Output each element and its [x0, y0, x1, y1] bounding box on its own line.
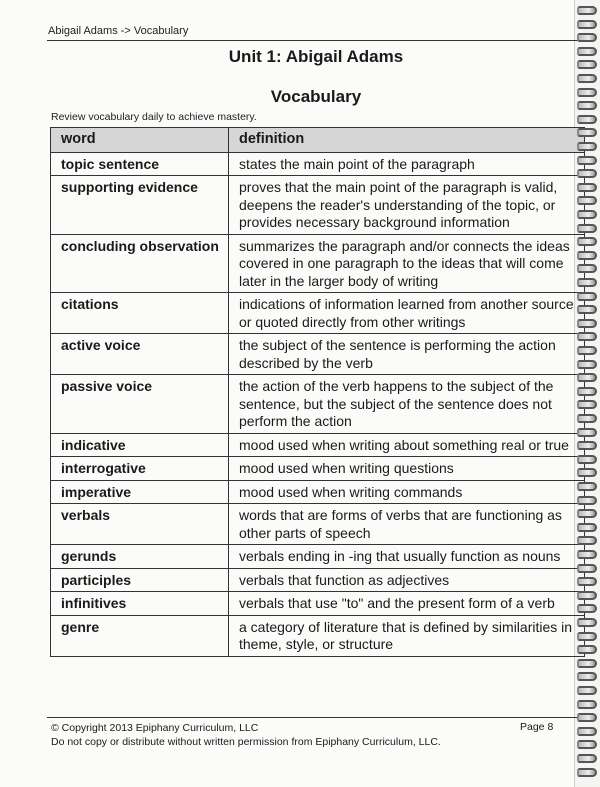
- vocab-term: topic sentence: [51, 152, 229, 176]
- spiral-coil: [577, 251, 597, 260]
- table-header-row: [51, 128, 585, 153]
- spiral-coil: [577, 88, 597, 97]
- table-row: [51, 592, 585, 616]
- table-row: [51, 480, 585, 504]
- spiral-coil: [577, 645, 597, 654]
- spiral-coil: [577, 305, 597, 314]
- table-row: [51, 176, 585, 235]
- vocab-definition: the action of the verb happens to the subject of the sentence, but the subject of the sentence does not perform the action: [229, 375, 585, 434]
- spiral-coil: [577, 292, 597, 301]
- vocab-term: passive voice: [51, 375, 229, 434]
- spiral-coil: [577, 591, 597, 600]
- spiral-binding: [574, 0, 600, 787]
- spiral-coil: [577, 47, 597, 56]
- spiral-coil: [577, 468, 597, 477]
- vocab-definition: the subject of the sentence is performing the action described by the verb: [229, 334, 585, 375]
- spiral-coil: [577, 156, 597, 165]
- spiral-coil: [577, 550, 597, 559]
- vocab-term: concluding observation: [51, 234, 229, 293]
- spiral-coil: [577, 237, 597, 246]
- spiral-coil: [577, 264, 597, 273]
- spiral-coil: [577, 441, 597, 450]
- spiral-coil: [577, 414, 597, 423]
- spiral-coil: [577, 387, 597, 396]
- spiral-coil: [577, 455, 597, 464]
- vocab-definition: words that are forms of verbs that are functioning as other parts of speech: [229, 504, 585, 545]
- vocab-term: verbals: [51, 504, 229, 545]
- footer-divider: [47, 717, 583, 718]
- column-header-definition: definition: [229, 128, 585, 153]
- vocab-term: genre: [51, 615, 229, 656]
- vocab-term: gerunds: [51, 545, 229, 569]
- spiral-coil: [577, 183, 597, 192]
- spiral-coil: [577, 686, 597, 695]
- spiral-coil: [577, 700, 597, 709]
- spiral-coil: [577, 713, 597, 722]
- spiral-coil: [577, 564, 597, 573]
- table-row: [51, 293, 585, 334]
- spiral-coil: [577, 169, 597, 178]
- vocab-definition: states the main point of the paragraph: [229, 152, 585, 176]
- spiral-coil: [577, 400, 597, 409]
- table-row: [51, 152, 585, 176]
- spiral-coil: [577, 632, 597, 641]
- spiral-coil: [577, 332, 597, 341]
- spiral-coil: [577, 727, 597, 736]
- spiral-coil: [577, 509, 597, 518]
- spiral-coil: [577, 196, 597, 205]
- spiral-coil: [577, 672, 597, 681]
- spiral-coil: [577, 482, 597, 491]
- spiral-coil: [577, 754, 597, 763]
- vocab-term: infinitives: [51, 592, 229, 616]
- vocab-term: citations: [51, 293, 229, 334]
- instruction-text: Review vocabulary daily to achieve mastery.: [51, 111, 257, 123]
- table-row: [51, 504, 585, 545]
- table-row: [51, 568, 585, 592]
- spiral-coil: [577, 496, 597, 505]
- vocab-definition: mood used when writing commands: [229, 480, 585, 504]
- header-divider: [47, 40, 583, 41]
- vocab-term: imperative: [51, 480, 229, 504]
- vocab-term: supporting evidence: [51, 176, 229, 235]
- breadcrumb: Abigail Adams -> Vocabulary: [48, 25, 189, 37]
- spiral-coil: [577, 128, 597, 137]
- spiral-coil: [577, 523, 597, 532]
- vocab-term: participles: [51, 568, 229, 592]
- spiral-coil: [577, 210, 597, 219]
- spiral-coil: [577, 115, 597, 124]
- vocab-definition: proves that the main point of the paragraph is valid, deepens the reader's understanding of the topic, or provides necessary background information: [229, 176, 585, 235]
- spiral-coil: [577, 373, 597, 382]
- spiral-coil: [577, 346, 597, 355]
- spiral-coil: [577, 6, 597, 15]
- spiral-coil: [577, 142, 597, 151]
- spiral-coil: [577, 278, 597, 287]
- vocab-term: interrogative: [51, 457, 229, 481]
- column-header-word: word: [51, 128, 229, 153]
- spiral-coil: [577, 428, 597, 437]
- table-row: [51, 375, 585, 434]
- vocab-definition: a category of literature that is defined by similarities in theme, style, or structure: [229, 615, 585, 656]
- vocab-definition: verbals that function as adjectives: [229, 568, 585, 592]
- spiral-coil: [577, 60, 597, 69]
- vocab-definition: summarizes the paragraph and/or connects the ideas covered in one paragraph to the ideas that will come later in the larger body of writing: [229, 234, 585, 293]
- table-row: [51, 334, 585, 375]
- vocab-definition: verbals that use "to" and the present form of a verb: [229, 592, 585, 616]
- vocab-definition: indications of information learned from another source or quoted directly from other writings: [229, 293, 585, 334]
- vocab-definition: mood used when writing about something real or true: [229, 433, 585, 457]
- spiral-coil: [577, 536, 597, 545]
- spiral-coil: [577, 20, 597, 29]
- spiral-coil: [577, 74, 597, 83]
- section-title: Vocabulary: [270, 87, 362, 106]
- copyright-line: © Copyright 2013 Epiphany Curriculum, LLC: [51, 722, 259, 734]
- vocabulary-table: [50, 127, 585, 657]
- page-title: Unit 1: Abigail Adams: [228, 47, 404, 66]
- spiral-coil: [577, 33, 597, 42]
- spiral-coil: [577, 577, 597, 586]
- vocab-term: active voice: [51, 334, 229, 375]
- spiral-coil: [577, 618, 597, 627]
- spiral-coil: [577, 224, 597, 233]
- spiral-coil: [577, 319, 597, 328]
- page-number: Page 8: [520, 721, 554, 733]
- footer-copyright: [51, 721, 441, 749]
- distribution-notice: Do not copy or distribute without written permission from Epiphany Curriculum, LLC.: [51, 736, 441, 748]
- vocab-term: indicative: [51, 433, 229, 457]
- table-row: [51, 615, 585, 656]
- table-row: [51, 457, 585, 481]
- spiral-coil: [577, 360, 597, 369]
- table-row: [51, 433, 585, 457]
- spiral-coil: [577, 768, 597, 777]
- vocab-definition: mood used when writing questions: [229, 457, 585, 481]
- vocab-definition: verbals ending in -ing that usually function as nouns: [229, 545, 585, 569]
- spiral-coil: [577, 740, 597, 749]
- spiral-coil: [577, 604, 597, 613]
- spiral-coil: [577, 101, 597, 110]
- spiral-coil: [577, 659, 597, 668]
- table-row: [51, 545, 585, 569]
- table-row: [51, 234, 585, 293]
